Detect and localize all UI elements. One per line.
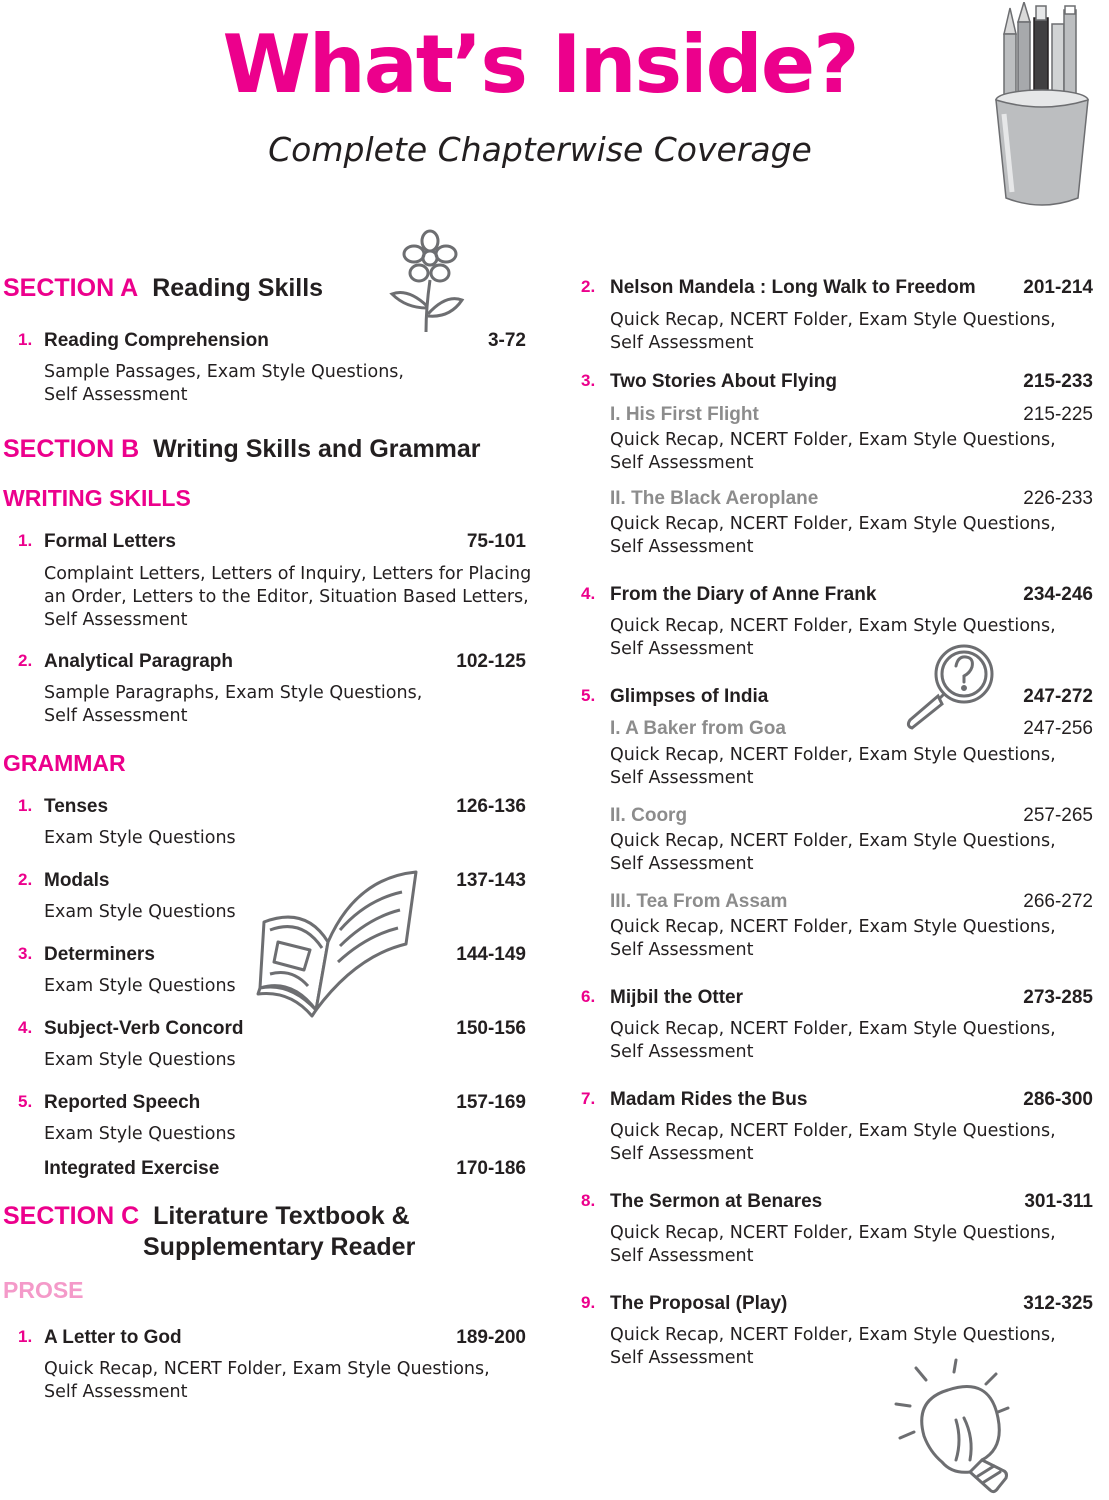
subitem-title: III. Tea From Assam: [610, 891, 788, 912]
toc-item[interactable]: [0, 1158, 530, 1182]
item-description: Exam Style Questions: [44, 1124, 236, 1144]
desc-line: Sample Paragraphs, Exam Style Questions,: [44, 683, 423, 703]
desc-line: Self Assessment: [610, 537, 754, 557]
item-title: The Proposal (Play): [610, 1293, 788, 1314]
item-number: 1.: [18, 1327, 33, 1346]
toc-item[interactable]: [575, 371, 1095, 395]
desc-line: Quick Recap, NCERT Folder, Exam Style Questions,: [610, 430, 1056, 450]
toc-item[interactable]: [0, 1092, 530, 1116]
item-description: [610, 513, 1080, 559]
light-bulb-icon: [890, 1356, 1022, 1494]
item-number: 4.: [18, 1018, 33, 1037]
item-title: Madam Rides the Bus: [610, 1089, 808, 1110]
desc-line: Self Assessment: [610, 639, 754, 659]
desc-line: Quick Recap, NCERT Folder, Exam Style Questions,: [610, 1121, 1056, 1141]
section-b-name: Writing Skills and Grammar: [153, 435, 481, 463]
item-pages: 157-169: [456, 1092, 526, 1113]
item-number: 3.: [18, 944, 33, 963]
toc-item[interactable]: [575, 1191, 1095, 1215]
toc-item[interactable]: [575, 987, 1095, 1011]
item-number: 2.: [18, 870, 33, 889]
item-number: 5.: [581, 686, 596, 705]
section-c-name-line-2: Supplementary Reader: [143, 1233, 416, 1261]
pencil-cup-icon: [990, 2, 1094, 208]
item-description: [610, 830, 1080, 876]
page-subtitle: Complete Chapterwise Coverage: [268, 130, 812, 169]
item-pages: 312-325: [1023, 1293, 1093, 1314]
desc-line: Self Assessment: [44, 610, 188, 630]
desc-line: Quick Recap, NCERT Folder, Exam Style Questions,: [610, 514, 1056, 534]
desc-line: Self Assessment: [610, 768, 754, 788]
item-pages: 286-300: [1023, 1089, 1093, 1110]
open-book-icon: [256, 870, 426, 1020]
item-title: The Sermon at Benares: [610, 1191, 823, 1212]
toc-subitem[interactable]: [610, 404, 1095, 428]
item-title: Modals: [44, 870, 110, 891]
item-title: From the Diary of Anne Frank: [610, 584, 877, 605]
item-pages: 189-200: [456, 1327, 526, 1348]
item-title: Reading Comprehension: [44, 330, 269, 351]
section-b-heading: [3, 435, 481, 464]
grammar-heading: GRAMMAR: [3, 750, 126, 776]
item-title: Tenses: [44, 796, 109, 817]
toc-item[interactable]: [0, 651, 530, 675]
item-title: Analytical Paragraph: [44, 651, 234, 672]
item-description: [44, 1358, 534, 1404]
subitem-pages: 266-272: [1023, 891, 1093, 912]
item-pages: 102-125: [456, 651, 526, 672]
desc-line: Self Assessment: [610, 1144, 754, 1164]
desc-line: Quick Recap, NCERT Folder, Exam Style Questions,: [610, 1325, 1056, 1345]
desc-line: Self Assessment: [610, 333, 754, 353]
item-number: 4.: [581, 584, 596, 603]
section-a-name: Reading Skills: [152, 274, 324, 302]
desc-line: Self Assessment: [610, 1348, 754, 1368]
item-description: [610, 916, 1080, 962]
subitem-title: I. A Baker from Goa: [610, 718, 786, 739]
toc-item[interactable]: [0, 1327, 530, 1351]
item-number: 6.: [581, 987, 596, 1006]
subitem-title: II. Coorg: [610, 805, 688, 826]
desc-line: Self Assessment: [610, 1042, 754, 1062]
item-pages: 247-272: [1023, 686, 1093, 707]
desc-line: Quick Recap, NCERT Folder, Exam Style Questions,: [610, 1019, 1056, 1039]
section-c-name: Literature Textbook &: [153, 1202, 410, 1230]
item-description: [610, 429, 1080, 475]
section-c-tag: SECTION C: [3, 1202, 140, 1230]
desc-line: an Order, Letters to the Editor, Situation Based Letters,: [44, 587, 529, 607]
section-c-heading: [3, 1202, 410, 1231]
subitem-pages: 257-265: [1023, 805, 1093, 826]
item-number: 1.: [18, 796, 33, 815]
page-title: What’s Inside?: [222, 18, 858, 111]
item-description: [610, 1222, 1080, 1268]
section-a-heading: [3, 274, 323, 303]
item-description: Exam Style Questions: [44, 976, 236, 996]
toc-subitem[interactable]: [610, 891, 1095, 915]
desc-line: Quick Recap, NCERT Folder, Exam Style Questions,: [610, 616, 1056, 636]
item-pages: 150-156: [456, 1018, 526, 1039]
desc-line: Quick Recap, NCERT Folder, Exam Style Questions,: [610, 1223, 1056, 1243]
toc-item[interactable]: [0, 796, 530, 820]
item-title: Reported Speech: [44, 1092, 201, 1113]
toc-subitem[interactable]: [610, 718, 1095, 742]
item-title: Subject-Verb Concord: [44, 1018, 244, 1039]
toc-subitem[interactable]: [610, 805, 1095, 829]
item-title: Two Stories About Flying: [610, 371, 837, 392]
desc-line: Quick Recap, NCERT Folder, Exam Style Questions,: [610, 745, 1056, 765]
desc-line: Self Assessment: [44, 706, 188, 726]
item-description: [610, 615, 1080, 661]
item-description: [44, 563, 534, 632]
item-number: 5.: [18, 1092, 33, 1111]
toc-item[interactable]: [575, 277, 1095, 301]
writing-skills-heading: WRITING SKILLS: [3, 485, 191, 511]
desc-line: Self Assessment: [44, 1382, 188, 1402]
item-title: Mijbil the Otter: [610, 987, 743, 1008]
item-description: Exam Style Questions: [44, 828, 236, 848]
item-title: A Letter to God: [44, 1327, 182, 1348]
item-pages: 3-72: [487, 330, 526, 351]
toc-item[interactable]: [0, 330, 530, 354]
item-pages: 144-149: [456, 944, 526, 965]
prose-heading: PROSE: [3, 1277, 84, 1303]
item-description: [44, 361, 534, 407]
item-pages: 137-143: [456, 870, 526, 891]
toc-item[interactable]: [575, 1293, 1095, 1317]
item-pages: 201-214: [1023, 277, 1093, 298]
flower-icon: [386, 228, 468, 336]
toc-item[interactable]: [575, 1089, 1095, 1113]
item-description: Exam Style Questions: [44, 902, 236, 922]
toc-subitem[interactable]: [610, 488, 1095, 512]
desc-line: Quick Recap, NCERT Folder, Exam Style Questions,: [44, 1359, 490, 1379]
subitem-pages: 215-225: [1023, 404, 1093, 425]
toc-item[interactable]: [575, 686, 1095, 710]
item-pages: 215-233: [1023, 371, 1093, 392]
item-title: Nelson Mandela : Long Walk to Freedom: [610, 277, 976, 298]
item-number: 1.: [18, 531, 33, 550]
subitem-pages: 226-233: [1023, 488, 1093, 509]
item-pages: 75-101: [466, 531, 526, 552]
magnifier-question-icon: [902, 642, 1002, 730]
desc-line: Self Assessment: [610, 854, 754, 874]
toc-item[interactable]: [575, 584, 1095, 608]
item-pages: 273-285: [1023, 987, 1093, 1008]
desc-line: Self Assessment: [44, 385, 188, 405]
section-a-tag: SECTION A: [3, 274, 139, 302]
item-number: 3.: [581, 371, 596, 390]
item-description: [610, 1018, 1080, 1064]
toc-item[interactable]: [0, 531, 530, 555]
subitem-title: I. His First Flight: [610, 404, 759, 425]
item-number: 8.: [581, 1191, 596, 1210]
item-description: [610, 309, 1080, 355]
item-title: Formal Letters: [44, 531, 176, 552]
subitem-title: II. The Black Aeroplane: [610, 488, 819, 509]
item-pages: 170-186: [456, 1158, 526, 1179]
item-number: 9.: [581, 1293, 596, 1312]
item-pages: 301-311: [1024, 1191, 1093, 1212]
subitem-pages: 247-256: [1023, 718, 1093, 739]
item-description: [610, 1120, 1080, 1166]
desc-line: Quick Recap, NCERT Folder, Exam Style Questions,: [610, 310, 1056, 330]
desc-line: Quick Recap, NCERT Folder, Exam Style Questions,: [610, 917, 1056, 937]
desc-line: Self Assessment: [610, 453, 754, 473]
item-title: Glimpses of India: [610, 686, 769, 707]
item-pages: 234-246: [1023, 584, 1093, 605]
toc-item[interactable]: [0, 1018, 530, 1042]
section-b-tag: SECTION B: [3, 435, 140, 463]
desc-line: Complaint Letters, Letters of Inquiry, Letters for Placing: [44, 564, 532, 584]
desc-line: Sample Passages, Exam Style Questions,: [44, 362, 404, 382]
item-number: 1.: [18, 330, 33, 349]
item-description: Exam Style Questions: [44, 1050, 236, 1070]
desc-line: Self Assessment: [610, 1246, 754, 1266]
item-number: 2.: [18, 651, 33, 670]
item-number: 7.: [581, 1089, 596, 1108]
item-number: 2.: [581, 277, 596, 296]
item-description: [610, 744, 1080, 790]
desc-line: Quick Recap, NCERT Folder, Exam Style Questions,: [610, 831, 1056, 851]
item-pages: 126-136: [456, 796, 526, 817]
item-description: [44, 682, 534, 728]
item-title: Integrated Exercise: [44, 1158, 220, 1179]
desc-line: Self Assessment: [610, 940, 754, 960]
item-title: Determiners: [44, 944, 155, 965]
